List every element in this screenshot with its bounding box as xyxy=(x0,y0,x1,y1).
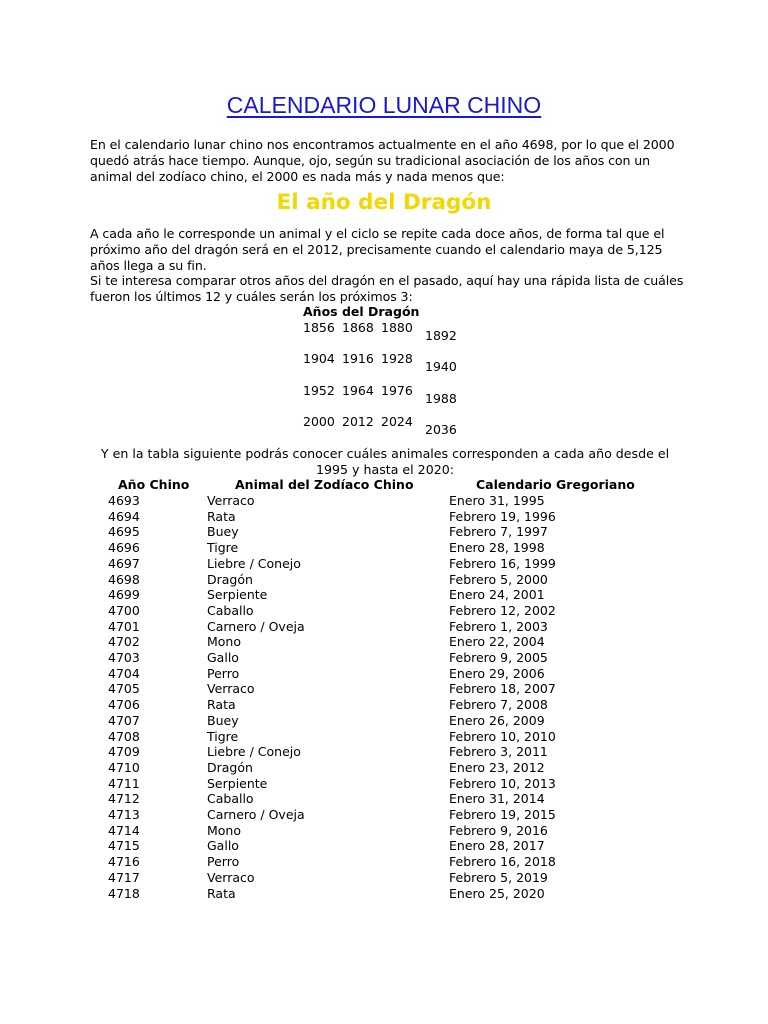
table-row xyxy=(0,681,768,697)
animal-cell: Perro xyxy=(207,854,240,870)
chinese-year-cell: 4713 xyxy=(108,807,140,822)
dragon-year-cell: 1940 xyxy=(425,359,457,374)
animal-cell: Dragón xyxy=(207,759,253,775)
dragon-year-cell: 1904 xyxy=(303,351,335,366)
animal-cell: Rata xyxy=(207,508,236,524)
gregorian-date-cell: Febrero 10, 2013 xyxy=(449,775,556,791)
table-row xyxy=(0,509,768,525)
dragon-year-cell: 1892 xyxy=(425,328,457,343)
animal-cell: Verraco xyxy=(207,681,255,697)
gregorian-date-cell: Enero 28, 1998 xyxy=(449,540,545,556)
chinese-year-cell: 4696 xyxy=(108,540,140,556)
table-row xyxy=(0,572,768,588)
chinese-year-cell: 4694 xyxy=(108,508,140,524)
animal-cell: Liebre / Conejo xyxy=(207,555,301,571)
animal-cell: Tigre xyxy=(207,728,239,744)
table-row xyxy=(0,650,768,666)
zodiac-header-animal: Animal del Zodíaco Chino xyxy=(235,477,414,492)
dragon-table-header: Años del Dragón xyxy=(303,304,420,319)
gregorian-date-cell: Febrero 3, 2011 xyxy=(449,744,548,760)
chinese-year-cell: 4697 xyxy=(108,555,140,571)
zodiac-header-year: Año Chino xyxy=(118,477,190,492)
animal-cell: Gallo xyxy=(207,838,239,854)
dragon-year-cell: 1856 xyxy=(303,320,335,335)
animal-cell: Serpiente xyxy=(207,775,268,791)
table-row xyxy=(0,524,768,540)
gregorian-date-cell: Febrero 16, 1999 xyxy=(449,555,556,571)
gregorian-date-cell: Enero 24, 2001 xyxy=(449,587,545,603)
chinese-year-cell: 4716 xyxy=(108,854,140,870)
table-row xyxy=(0,634,768,650)
dragon-year-cell: 1928 xyxy=(381,351,413,366)
table-row xyxy=(0,854,768,870)
chinese-year-cell: 4700 xyxy=(108,602,140,618)
dragon-year-cell: 1880 xyxy=(381,320,413,335)
gregorian-date-cell: Febrero 19, 1996 xyxy=(449,508,556,524)
zodiac-header-gregorian: Calendario Gregoriano xyxy=(476,477,635,492)
gregorian-date-cell: Febrero 9, 2016 xyxy=(449,822,548,838)
table-row xyxy=(0,744,768,760)
dragon-year-cell: 1976 xyxy=(381,383,413,398)
table-row xyxy=(0,760,768,776)
table-row xyxy=(0,823,768,839)
table-row xyxy=(0,556,768,572)
animal-cell: Carnero / Oveja xyxy=(207,618,305,634)
animal-cell: Liebre / Conejo xyxy=(207,744,301,760)
table-row xyxy=(0,697,768,713)
animal-cell: Perro xyxy=(207,665,240,681)
gregorian-date-cell: Febrero 12, 2002 xyxy=(449,602,556,618)
table-row xyxy=(0,603,768,619)
gregorian-date-cell: Enero 22, 2004 xyxy=(449,634,545,650)
subtitle-heading: El año del Dragón xyxy=(276,190,492,215)
animal-cell: Verraco xyxy=(207,493,255,508)
animal-cell: Serpiente xyxy=(207,587,268,603)
chinese-year-cell: 4718 xyxy=(108,885,140,901)
chinese-year-cell: 4704 xyxy=(108,665,140,681)
chinese-year-cell: 4717 xyxy=(108,869,140,885)
table-row xyxy=(0,729,768,745)
chinese-year-cell: 4693 xyxy=(108,493,140,508)
dragon-year-cell: 1868 xyxy=(342,320,374,335)
gregorian-date-cell: Enero 23, 2012 xyxy=(449,759,545,775)
animal-cell: Rata xyxy=(207,697,236,713)
table-row xyxy=(0,807,768,823)
table-row xyxy=(0,870,768,886)
chinese-year-cell: 4706 xyxy=(108,697,140,713)
gregorian-date-cell: Febrero 5, 2000 xyxy=(449,571,548,587)
chinese-year-cell: 4701 xyxy=(108,618,140,634)
animal-cell: Caballo xyxy=(207,602,254,618)
table-row xyxy=(0,791,768,807)
comparison-paragraph: Si te interesa comparar otros años del dragón en el pasado, aquí hay una rápida lista de cuáles fueron los últimos 12 y cuáles serán los próximos 3: xyxy=(90,273,684,304)
gregorian-date-cell: Enero 29, 2006 xyxy=(449,665,545,681)
animal-cell: Verraco xyxy=(207,869,255,885)
chinese-year-cell: 4707 xyxy=(108,712,140,728)
table-row xyxy=(0,713,768,729)
dragon-year-cell: 1916 xyxy=(342,351,374,366)
animal-cell: Gallo xyxy=(207,650,239,665)
cycle-paragraph: A cada año le corresponde un animal y el ciclo se repite cada doce años, de forma tal que el próximo año del dragón será en el 2012, precisamente cuando el calendario maya de 5,125 años llega a su fin. xyxy=(90,226,665,273)
dragon-year-cell: 2012 xyxy=(342,414,374,429)
gregorian-date-cell: Enero 31, 2014 xyxy=(449,791,545,807)
dragon-year-cell: 1964 xyxy=(342,383,374,398)
table-row xyxy=(0,666,768,682)
gregorian-date-cell: Enero 26, 2009 xyxy=(449,712,545,728)
table-row xyxy=(0,619,768,635)
table-row xyxy=(0,886,768,902)
gregorian-date-cell: Febrero 7, 1997 xyxy=(449,524,548,540)
animal-cell: Mono xyxy=(207,634,242,650)
chinese-year-cell: 4705 xyxy=(108,681,140,697)
gregorian-date-cell: Febrero 19, 2015 xyxy=(449,807,556,822)
animal-cell: Rata xyxy=(207,885,236,901)
chinese-year-cell: 4695 xyxy=(108,524,140,540)
animal-cell: Buey xyxy=(207,712,239,728)
table-row xyxy=(0,776,768,792)
gregorian-date-cell: Febrero 18, 2007 xyxy=(449,681,556,697)
dragon-year-cell: 2000 xyxy=(303,414,335,429)
animal-cell: Carnero / Oveja xyxy=(207,807,305,822)
chinese-year-cell: 4714 xyxy=(108,822,140,838)
dragon-year-cell: 1952 xyxy=(303,383,335,398)
transition-paragraph: Y en la tabla siguiente podrás conocer cuáles animales corresponden a cada año desde el 1995 y hasta el 2020: xyxy=(100,446,670,477)
table-row xyxy=(0,493,768,509)
chinese-year-cell: 4702 xyxy=(108,634,140,650)
animal-cell: Caballo xyxy=(207,791,254,807)
table-row xyxy=(0,587,768,603)
table-row xyxy=(0,540,768,556)
animal-cell: Buey xyxy=(207,524,239,540)
chinese-year-cell: 4709 xyxy=(108,744,140,760)
gregorian-date-cell: Febrero 10, 2010 xyxy=(449,728,556,744)
animal-cell: Tigre xyxy=(207,540,239,556)
chinese-year-cell: 4711 xyxy=(108,775,140,791)
gregorian-date-cell: Febrero 5, 2019 xyxy=(449,869,548,885)
chinese-year-cell: 4710 xyxy=(108,759,140,775)
animal-cell: Mono xyxy=(207,822,242,838)
gregorian-date-cell: Enero 25, 2020 xyxy=(449,885,545,901)
gregorian-date-cell: Febrero 16, 2018 xyxy=(449,854,556,870)
gregorian-date-cell: Febrero 7, 2008 xyxy=(449,697,548,713)
chinese-year-cell: 4708 xyxy=(108,728,140,744)
intro-paragraph: En el calendario lunar chino nos encontramos actualmente en el año 4698, por lo que el 2000 quedó atrás hace tiempo. Aunque, ojo, según su tradicional asociación de los años con un animal del zodíaco chino, el 2000 es nada más y nada menos que: xyxy=(90,137,675,184)
chinese-year-cell: 4698 xyxy=(108,571,140,587)
chinese-year-cell: 4699 xyxy=(108,587,140,603)
dragon-year-cell: 1988 xyxy=(425,391,457,406)
chinese-year-cell: 4712 xyxy=(108,791,140,807)
gregorian-date-cell: Enero 31, 1995 xyxy=(449,493,545,508)
gregorian-date-cell: Febrero 9, 2005 xyxy=(449,650,548,665)
animal-cell: Dragón xyxy=(207,571,253,587)
dragon-year-cell: 2036 xyxy=(425,422,457,437)
dragon-year-cell: 2024 xyxy=(381,414,413,429)
gregorian-date-cell: Febrero 1, 2003 xyxy=(449,618,548,634)
gregorian-date-cell: Enero 28, 2017 xyxy=(449,838,545,854)
chinese-year-cell: 4703 xyxy=(108,650,140,665)
chinese-year-cell: 4715 xyxy=(108,838,140,854)
page-title: CALENDARIO LUNAR CHINO xyxy=(226,92,542,118)
table-row xyxy=(0,838,768,854)
